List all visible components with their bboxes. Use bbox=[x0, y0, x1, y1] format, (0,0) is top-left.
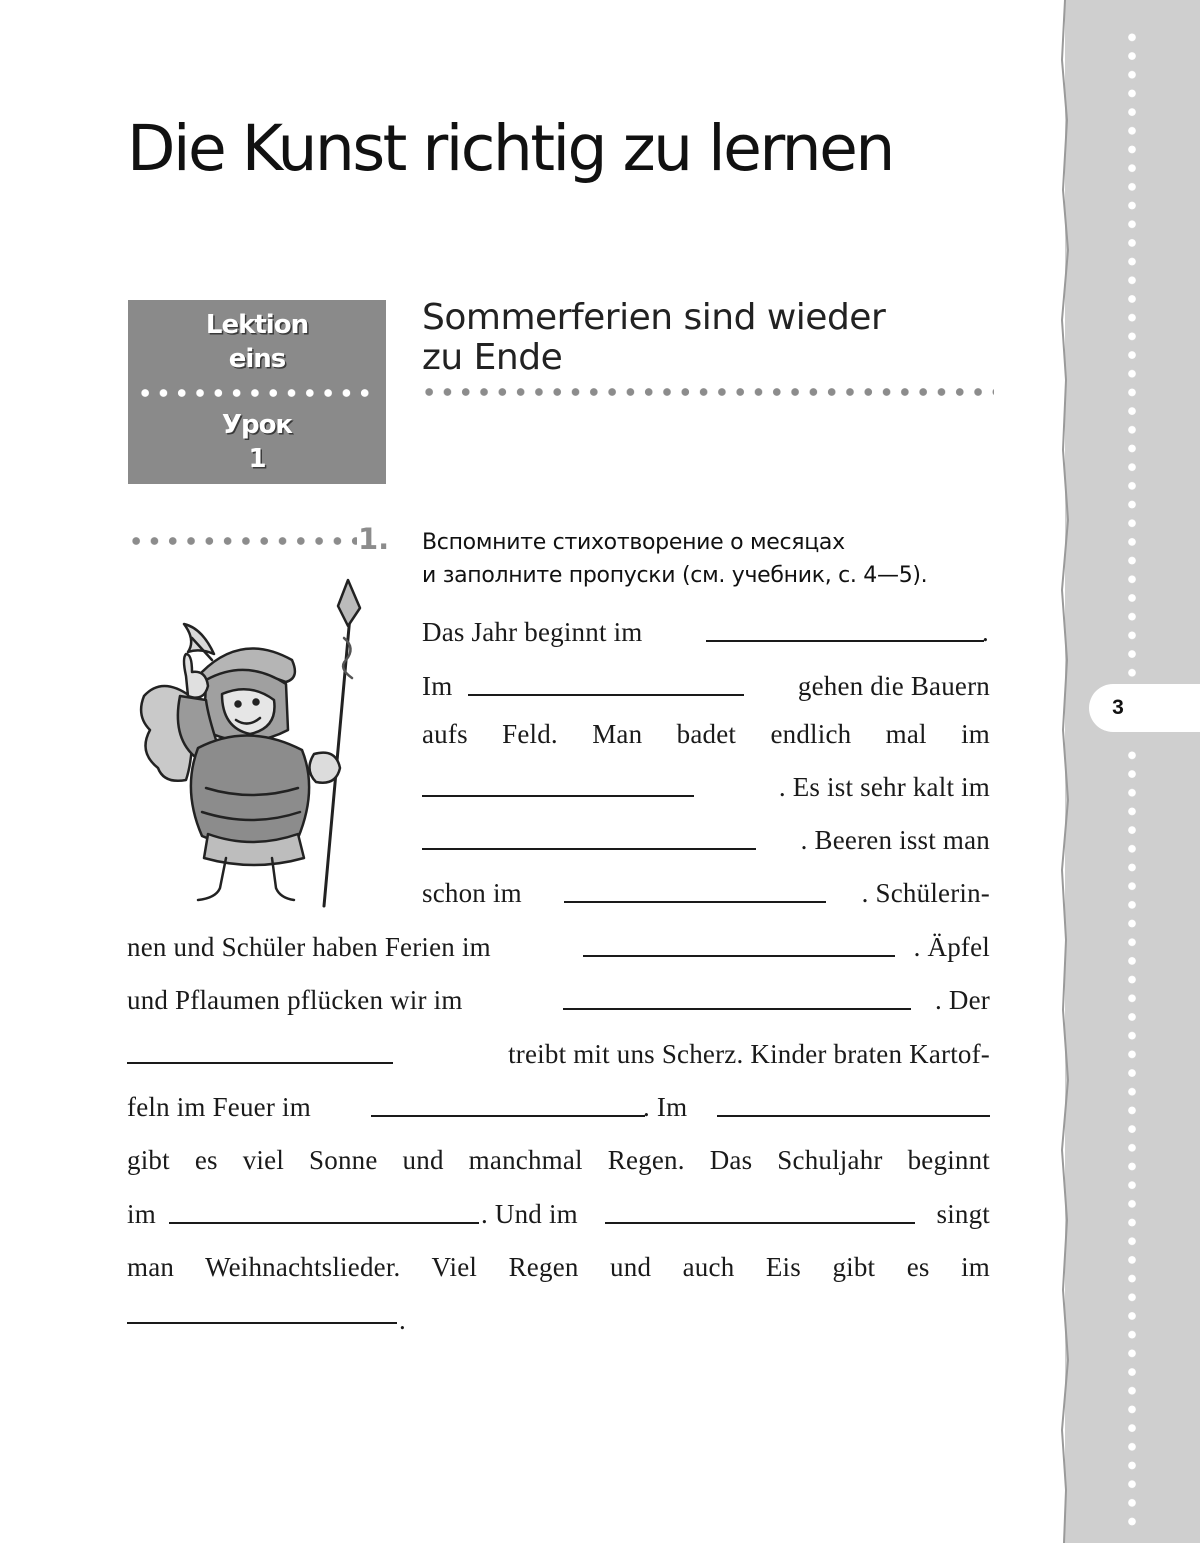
blank-gap[interactable] bbox=[371, 1115, 645, 1117]
exercise-line bbox=[127, 927, 990, 967]
text-fragment: . Äpfel bbox=[913, 932, 990, 962]
blank-gap[interactable] bbox=[422, 848, 756, 850]
exercise-line bbox=[127, 1247, 990, 1287]
page-number: 3 bbox=[1112, 696, 1124, 719]
text-fragment: treibt mit uns Scherz. Kinder braten Kartof- bbox=[508, 1039, 990, 1069]
text-fragment: schon im bbox=[422, 878, 522, 908]
page-title: Die Kunst richtig zu lernen bbox=[127, 112, 893, 185]
exercise-line bbox=[127, 1034, 990, 1074]
blank-gap[interactable] bbox=[583, 955, 895, 957]
text-fragment: . Schülerin- bbox=[861, 878, 990, 908]
text-fragment: im bbox=[127, 1199, 156, 1229]
strip-dots bbox=[1127, 28, 1137, 678]
blank-gap[interactable] bbox=[564, 901, 826, 903]
text-fragment: und Pflaumen pflücken wir im bbox=[127, 985, 463, 1015]
lesson-label-line: 1 bbox=[248, 444, 266, 474]
exercise-line bbox=[422, 612, 990, 652]
text-fragment: . bbox=[399, 1305, 406, 1335]
lesson-label-line: eins bbox=[228, 344, 286, 374]
blank-gap[interactable] bbox=[468, 694, 744, 696]
exercise-line bbox=[127, 1194, 990, 1234]
dotted-divider bbox=[127, 536, 357, 546]
blank-gap[interactable] bbox=[169, 1222, 479, 1224]
text-fragment: . Im bbox=[643, 1092, 688, 1122]
text-fragment: gehen die Bauern bbox=[797, 671, 990, 701]
lesson-title-line: Sommerferien sind wieder bbox=[422, 297, 886, 338]
lesson-title-line: zu Ende bbox=[422, 337, 563, 378]
exercise-line bbox=[422, 767, 990, 807]
blank-gap[interactable] bbox=[605, 1222, 915, 1224]
exercise-instruction bbox=[422, 526, 1002, 592]
instruction-line: Вспомните стихотворение о месяцах bbox=[422, 530, 845, 555]
strip-dots bbox=[1127, 746, 1137, 1536]
exercise-line bbox=[127, 1300, 990, 1340]
text-fragment: gibt es viel Sonne und manchmal Regen. Das Schuljahr beginnt bbox=[127, 1145, 990, 1175]
text-fragment: Im bbox=[422, 671, 453, 701]
exercise-line bbox=[127, 980, 990, 1020]
text-fragment: feln im Feuer im bbox=[127, 1092, 311, 1122]
blank-gap[interactable] bbox=[563, 1008, 911, 1010]
exercise-number: 1. bbox=[358, 522, 390, 556]
lesson-title bbox=[422, 298, 885, 378]
lesson-label-line: Урок bbox=[221, 410, 293, 440]
blank-gap[interactable] bbox=[706, 640, 984, 642]
lesson-label-line: Lektion bbox=[205, 310, 309, 340]
exercise-line bbox=[422, 873, 990, 913]
exercise-line bbox=[422, 714, 990, 754]
blank-gap[interactable] bbox=[422, 795, 694, 797]
page-margin-strip bbox=[1065, 0, 1200, 1543]
torn-edge bbox=[1057, 0, 1073, 1543]
exercise-line bbox=[422, 820, 990, 860]
exercise-line bbox=[127, 1087, 990, 1127]
text-fragment: . Der bbox=[935, 985, 990, 1015]
knight-illustration bbox=[122, 576, 390, 908]
blank-gap[interactable] bbox=[717, 1115, 990, 1117]
text-fragment: man Weihnachtslieder. Viel Regen und auch Eis gibt es im bbox=[127, 1252, 990, 1282]
exercise-line bbox=[422, 666, 990, 706]
text-fragment: . Beeren isst man bbox=[800, 825, 990, 855]
text-fragment: nen und Schüler haben Ferien im bbox=[127, 932, 491, 962]
lesson-label-box bbox=[128, 300, 386, 484]
text-fragment: . Es ist sehr kalt im bbox=[778, 772, 990, 802]
text-fragment: Das Jahr beginnt im bbox=[422, 617, 643, 647]
dotted-divider bbox=[420, 387, 994, 397]
page-number-tab bbox=[1089, 684, 1200, 732]
blank-gap[interactable] bbox=[127, 1322, 397, 1324]
text-fragment: . Und im bbox=[481, 1199, 578, 1229]
exercise-line bbox=[127, 1140, 990, 1180]
text-fragment: singt bbox=[936, 1199, 990, 1229]
dotted-divider bbox=[136, 388, 378, 398]
text-fragment: . bbox=[982, 617, 989, 647]
blank-gap[interactable] bbox=[127, 1062, 393, 1064]
instruction-line: и заполните пропуски (см. учебник, с. 4—5). bbox=[422, 563, 928, 588]
text-fragment: aufs Feld. Man badet endlich mal im bbox=[422, 719, 990, 749]
